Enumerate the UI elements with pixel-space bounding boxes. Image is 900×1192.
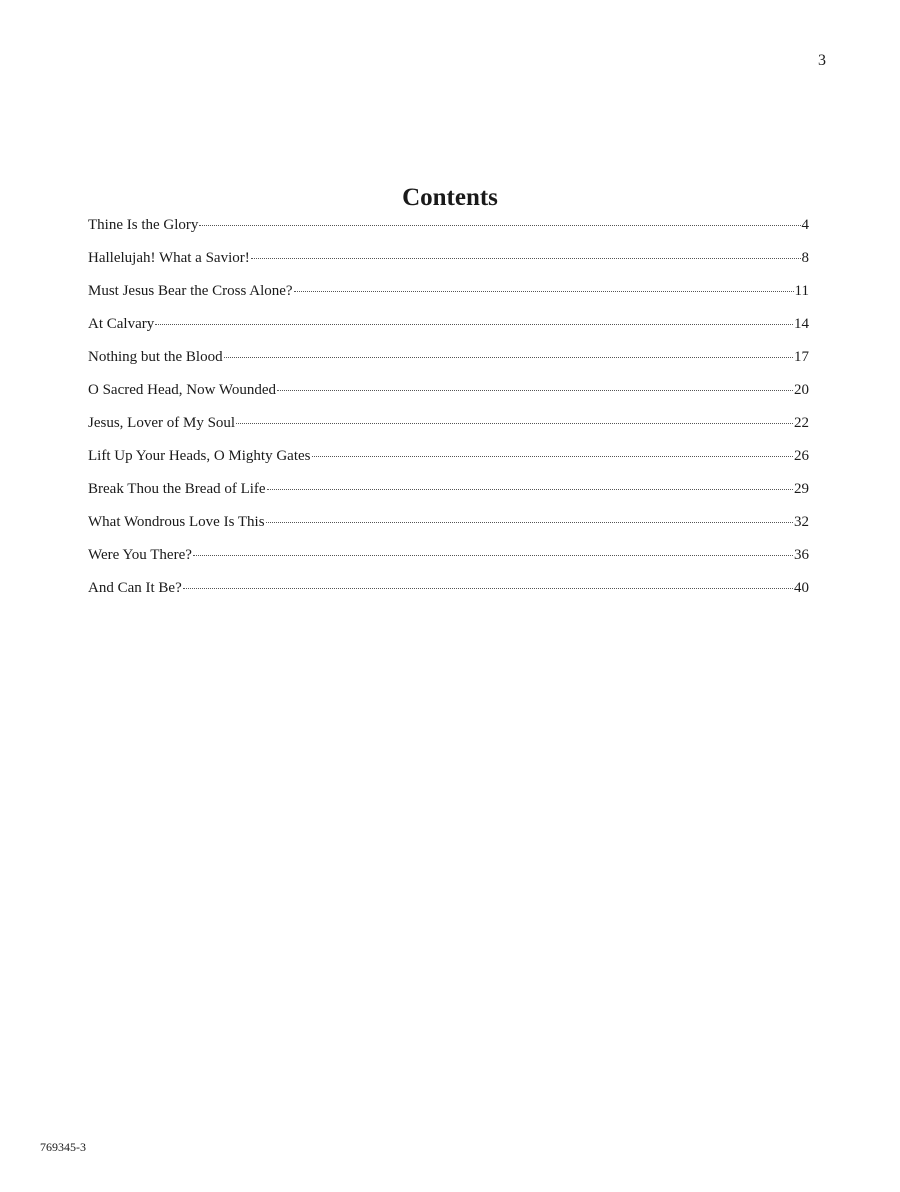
toc-entry-title: Break Thou the Bread of Life [88, 481, 266, 497]
toc-entry[interactable] [88, 440, 809, 473]
toc-entry-page: 32 [794, 514, 809, 530]
toc-entry-title: What Wondrous Love Is This [88, 514, 265, 530]
dot-leader [294, 291, 794, 292]
toc-entry-title: At Calvary [88, 316, 155, 332]
toc-entry-title: Were You There? [88, 547, 192, 563]
toc-entry-page: 4 [801, 217, 809, 233]
dot-leader [183, 588, 793, 589]
toc-entry-title: Nothing but the Blood [88, 349, 223, 365]
toc-entry-title: Must Jesus Bear the Cross Alone? [88, 283, 293, 299]
dot-leader [236, 423, 793, 424]
toc-entry-title: O Sacred Head, Now Wounded [88, 382, 277, 398]
page-number: 3 [818, 52, 826, 69]
toc-entry[interactable] [88, 275, 809, 308]
toc-entry-page: 8 [801, 250, 809, 266]
dot-leader [312, 456, 794, 457]
toc-entry[interactable] [88, 209, 809, 242]
toc-entry[interactable] [88, 308, 809, 341]
toc-entry-page: 20 [794, 382, 809, 398]
toc-entry-page: 11 [794, 283, 809, 299]
toc-entry-title: Lift Up Your Heads, O Mighty Gates [88, 448, 311, 464]
toc-entry-page: 17 [794, 349, 809, 365]
toc-entry[interactable] [88, 341, 809, 374]
toc-entry[interactable] [88, 242, 809, 275]
toc-entry[interactable] [88, 572, 809, 605]
dot-leader [266, 522, 793, 523]
toc-entry-page: 14 [794, 316, 809, 332]
page-title: Contents [402, 184, 498, 211]
toc-entry-title: Hallelujah! What a Savior! [88, 250, 250, 266]
toc-entry-page: 26 [794, 448, 809, 464]
toc-entry-title: Jesus, Lover of My Soul [88, 415, 236, 431]
catalog-number: 769345-3 [40, 1140, 86, 1154]
table-of-contents [88, 209, 809, 605]
toc-entry[interactable] [88, 539, 809, 572]
toc-entry[interactable] [88, 506, 809, 539]
toc-entry-page: 36 [794, 547, 809, 563]
dot-leader [155, 324, 793, 325]
toc-entry-title: And Can It Be? [88, 580, 182, 596]
dot-leader [277, 390, 793, 391]
toc-entry-title: Thine Is the Glory [88, 217, 199, 233]
dot-leader [193, 555, 793, 556]
toc-entry[interactable] [88, 473, 809, 506]
toc-entry[interactable] [88, 407, 809, 440]
toc-entry-page: 22 [794, 415, 809, 431]
toc-entry-page: 29 [794, 481, 809, 497]
dot-leader [199, 225, 800, 226]
dot-leader [224, 357, 793, 358]
dot-leader [267, 489, 793, 490]
toc-entry[interactable] [88, 374, 809, 407]
toc-entry-page: 40 [794, 580, 809, 596]
dot-leader [251, 258, 801, 259]
